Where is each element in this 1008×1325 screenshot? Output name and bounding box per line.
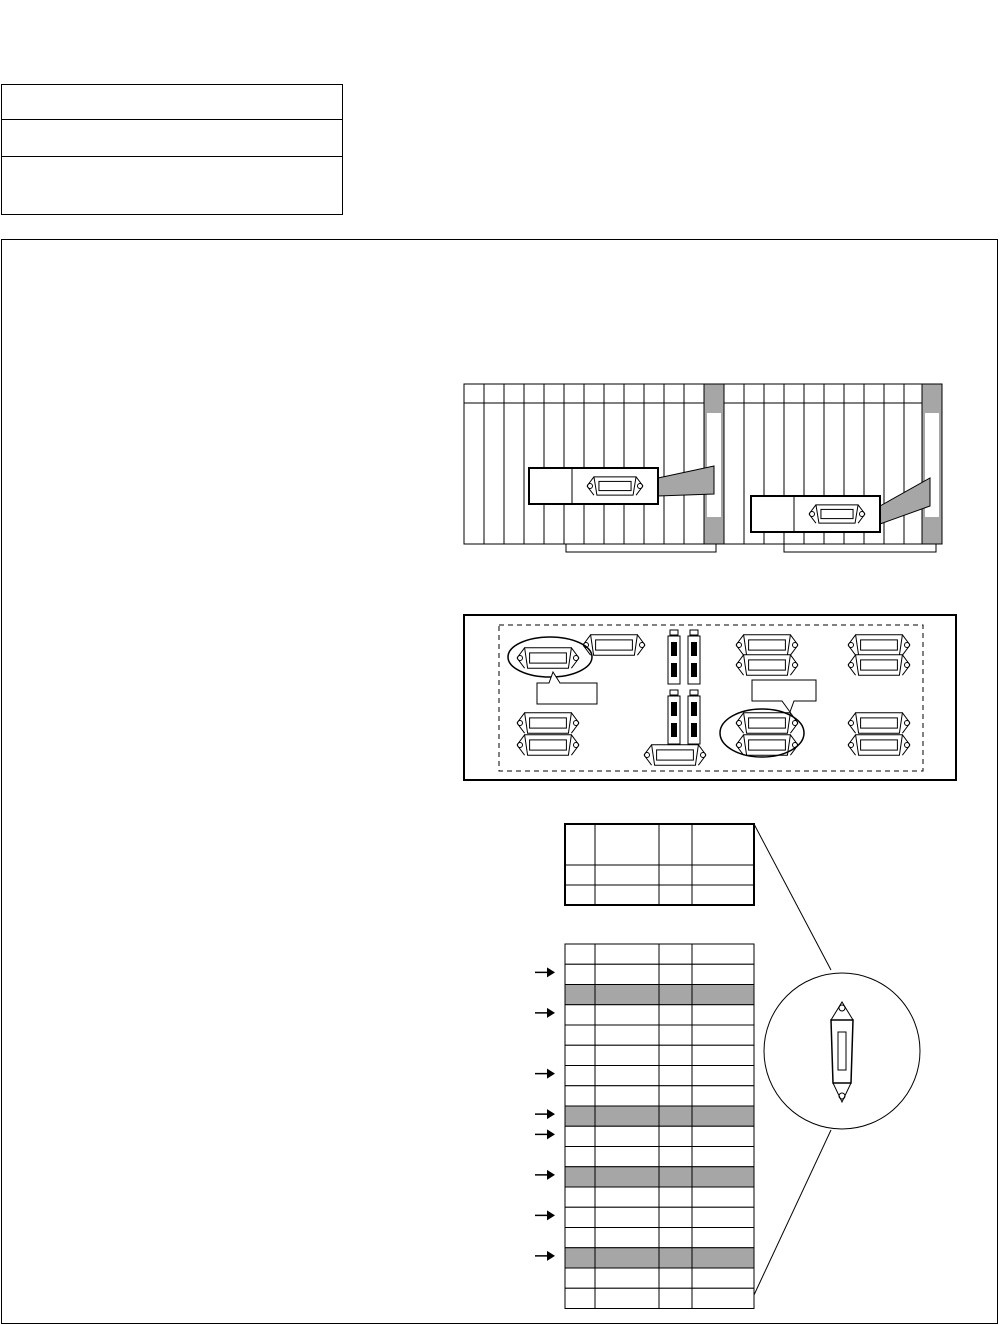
jumper-pin <box>671 642 677 656</box>
arrow-icon <box>535 1069 555 1079</box>
rack-bracket <box>784 544 936 552</box>
jumper-pin <box>691 702 697 716</box>
connector-shell <box>525 713 572 733</box>
jumper-block-icon <box>668 630 680 684</box>
connector-shell <box>831 1020 853 1083</box>
rack-bracket <box>566 544 716 552</box>
connector-shell <box>591 635 638 655</box>
module-rack <box>464 384 942 552</box>
connector-shell <box>594 477 636 495</box>
jumper-block-icon <box>668 690 680 744</box>
arrow-icon <box>535 1170 555 1180</box>
arrow-head <box>547 1008 555 1018</box>
arrow-head <box>547 1251 555 1261</box>
jumper-pin <box>691 642 697 656</box>
connector-shell <box>525 648 572 668</box>
arrow-icon <box>535 1251 555 1261</box>
connector-shell <box>652 745 699 765</box>
arrow-icon <box>535 1129 555 1139</box>
connector-shell <box>856 655 903 675</box>
connector-shell <box>816 505 858 523</box>
jumper-block-icon <box>688 630 700 684</box>
connector-shell <box>525 735 572 755</box>
arrow-head <box>547 1109 555 1119</box>
arrow-head <box>547 967 555 977</box>
arrow-icon <box>535 1210 555 1220</box>
connector-shell <box>744 635 791 655</box>
arrow-head <box>547 1210 555 1220</box>
connector-shell <box>744 655 791 675</box>
connector-shell <box>856 735 903 755</box>
slot-window <box>707 413 721 517</box>
connector-shell <box>856 713 903 733</box>
jumper-pin <box>691 663 697 677</box>
jumper-pin <box>671 702 677 716</box>
back-panel <box>464 615 956 780</box>
callout-leader <box>754 824 831 970</box>
pin-assignment-table <box>535 824 754 1309</box>
connector-shell <box>744 713 791 733</box>
connector-callout <box>754 824 920 1295</box>
arrow-head <box>547 1129 555 1139</box>
callout-leader <box>754 1130 831 1295</box>
jumper-pin <box>671 723 677 737</box>
arrow-icon <box>535 1008 555 1018</box>
connector-shell <box>744 735 791 755</box>
jumper-pin <box>671 663 677 677</box>
connector-shell <box>856 635 903 655</box>
arrow-head <box>547 1170 555 1180</box>
arrow-icon <box>535 1109 555 1119</box>
jumper-pin <box>691 723 697 737</box>
arrow-icon <box>535 967 555 977</box>
jumper-block-icon <box>688 690 700 744</box>
arrow-head <box>547 1069 555 1079</box>
